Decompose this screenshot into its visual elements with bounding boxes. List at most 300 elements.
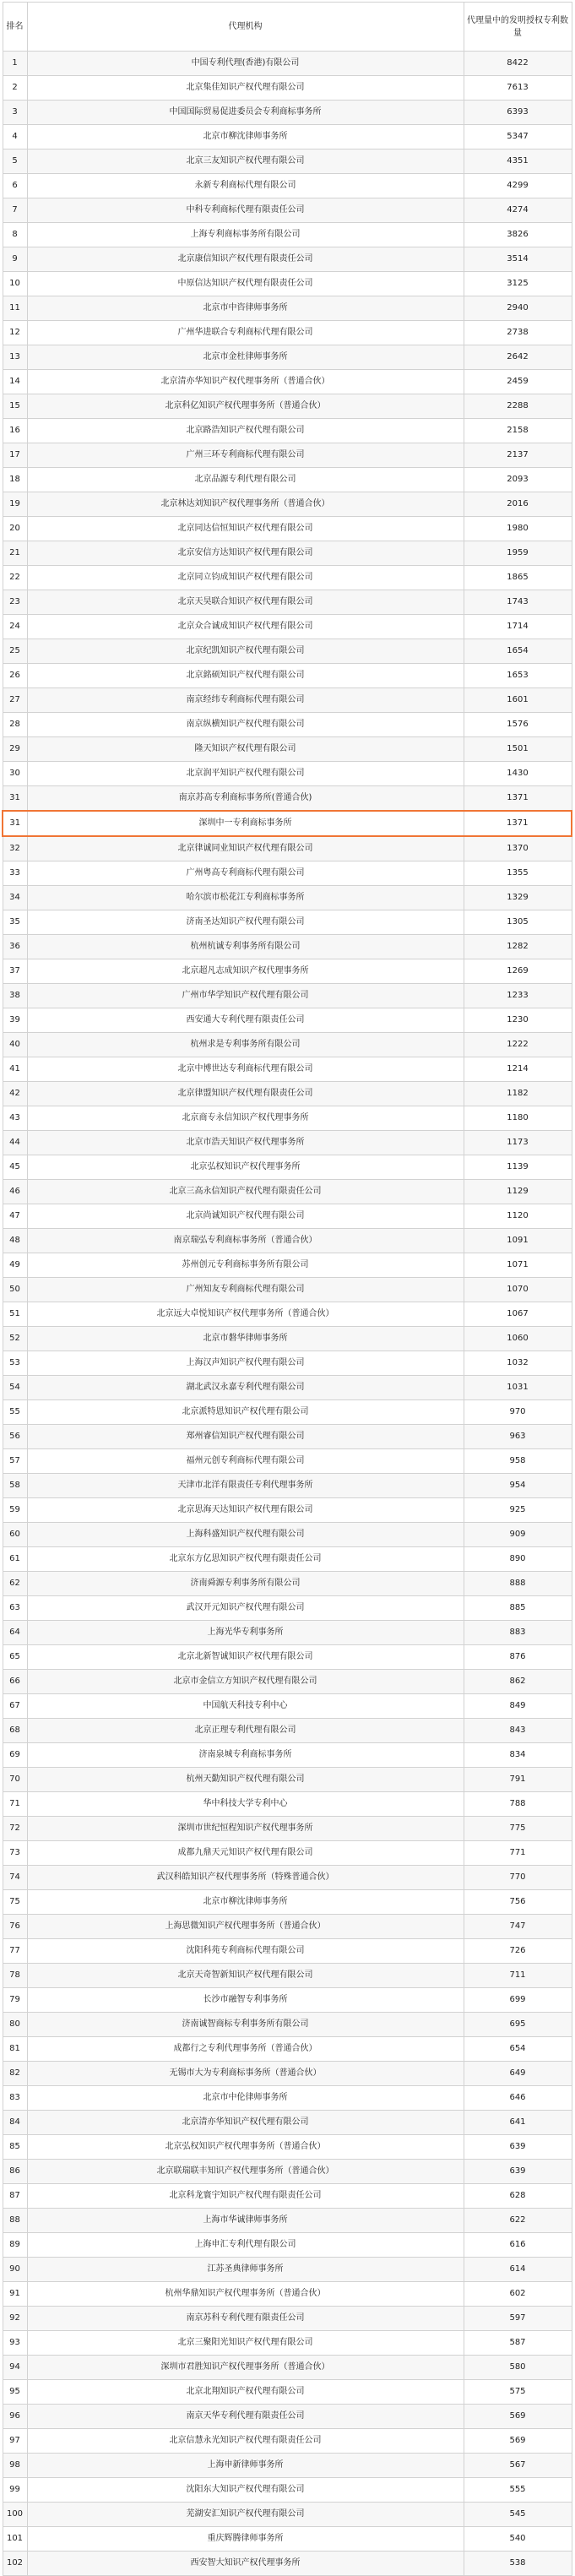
- table-row: [3, 1425, 572, 1449]
- cell-patent-count: 1654: [464, 639, 572, 664]
- cell-patent-count: 1091: [464, 1229, 572, 1253]
- cell-agency-name: 深圳中一专利商标事务所: [27, 811, 464, 836]
- cell-patent-count: 1031: [464, 1376, 572, 1400]
- cell-patent-count: 639: [464, 2135, 572, 2160]
- table-row: [3, 2454, 572, 2478]
- table-row: [3, 149, 572, 174]
- cell-rank: 26: [3, 664, 27, 688]
- table-row: [3, 492, 572, 517]
- table-row: [3, 1743, 572, 1768]
- cell-agency-name: 南京苏科专利代理有限责任公司: [27, 2307, 464, 2331]
- cell-agency-name: 永新专利商标代理有限公司: [27, 174, 464, 198]
- cell-rank: 35: [3, 910, 27, 935]
- cell-rank: 96: [3, 2405, 27, 2429]
- cell-agency-name: 北京三友知识产权代理有限公司: [27, 149, 464, 174]
- cell-patent-count: 771: [464, 1841, 572, 1866]
- cell-rank: 100: [3, 2503, 27, 2527]
- table-row: [3, 517, 572, 541]
- cell-agency-name: 北京同立钧成知识产权代理有限公司: [27, 566, 464, 590]
- table-row: [3, 2037, 572, 2062]
- cell-agency-name: 北京銘硕知识产权代理有限公司: [27, 664, 464, 688]
- cell-rank: 84: [3, 2111, 27, 2135]
- cell-patent-count: 1371: [464, 811, 572, 836]
- cell-agency-name: 江苏圣典律师事务所: [27, 2258, 464, 2282]
- cell-agency-name: 天津市北洋有限责任专利代理事务所: [27, 1474, 464, 1498]
- table-row: [3, 1400, 572, 1425]
- cell-patent-count: 628: [464, 2184, 572, 2209]
- cell-patent-count: 1180: [464, 1106, 572, 1131]
- table-row: [3, 737, 572, 762]
- table-row: [3, 2160, 572, 2184]
- patent-agency-ranking-table: [2, 2, 572, 2576]
- table-row: [3, 2135, 572, 2160]
- table-row: [3, 1278, 572, 1302]
- table-row: [3, 762, 572, 786]
- cell-agency-name: 上海申新律师事务所: [27, 2454, 464, 2478]
- cell-rank: 82: [3, 2062, 27, 2086]
- cell-patent-count: 788: [464, 1792, 572, 1817]
- cell-rank: 69: [3, 1743, 27, 1768]
- cell-rank: 19: [3, 492, 27, 517]
- cell-patent-count: 538: [464, 2552, 572, 2576]
- table-row: [3, 1915, 572, 1939]
- table-row: [3, 2331, 572, 2356]
- table-row: [3, 910, 572, 935]
- cell-rank: 53: [3, 1351, 27, 1376]
- table-row: [3, 1033, 572, 1057]
- cell-patent-count: 639: [464, 2160, 572, 2184]
- cell-patent-count: 2940: [464, 296, 572, 321]
- cell-rank: 14: [3, 370, 27, 394]
- cell-rank: 77: [3, 1939, 27, 1964]
- cell-patent-count: 1305: [464, 910, 572, 935]
- table-row: [3, 886, 572, 910]
- cell-rank: 56: [3, 1425, 27, 1449]
- cell-patent-count: 569: [464, 2405, 572, 2429]
- cell-patent-count: 1714: [464, 615, 572, 639]
- cell-agency-name: 南京经纬专利商标代理有限公司: [27, 688, 464, 713]
- cell-agency-name: 济南泉城专利商标事务所: [27, 1743, 464, 1768]
- cell-patent-count: 2137: [464, 443, 572, 468]
- cell-rank: 90: [3, 2258, 27, 2282]
- table-row: [3, 2405, 572, 2429]
- table-row: [3, 1302, 572, 1327]
- cell-rank: 18: [3, 468, 27, 492]
- cell-rank: 76: [3, 1915, 27, 1939]
- table-row: [3, 2478, 572, 2503]
- cell-rank: 61: [3, 1547, 27, 1572]
- table-row: [3, 566, 572, 590]
- cell-rank: 75: [3, 1890, 27, 1915]
- cell-patent-count: 1173: [464, 1131, 572, 1155]
- cell-patent-count: 1282: [464, 935, 572, 959]
- table-row: [3, 935, 572, 959]
- table-row: [3, 1327, 572, 1351]
- cell-patent-count: 1371: [464, 786, 572, 812]
- cell-patent-count: 3514: [464, 247, 572, 272]
- cell-rank: 27: [3, 688, 27, 713]
- table-row: [3, 1204, 572, 1229]
- table-row: [3, 1131, 572, 1155]
- table-row: [3, 1253, 572, 1278]
- cell-patent-count: 3826: [464, 223, 572, 247]
- cell-rank: 67: [3, 1694, 27, 1719]
- table-row: [3, 2307, 572, 2331]
- cell-rank: 36: [3, 935, 27, 959]
- cell-rank: 22: [3, 566, 27, 590]
- table-row: [3, 2184, 572, 2209]
- cell-agency-name: 广州三环专利商标代理有限公司: [27, 443, 464, 468]
- table-row: [3, 2062, 572, 2086]
- cell-agency-name: 北京众合诚成知识产权代理有限公司: [27, 615, 464, 639]
- cell-patent-count: 1601: [464, 688, 572, 713]
- cell-patent-count: 597: [464, 2307, 572, 2331]
- table-row: [3, 1155, 572, 1180]
- cell-patent-count: 2459: [464, 370, 572, 394]
- cell-rank: 45: [3, 1155, 27, 1180]
- cell-agency-name: 北京联瑞联丰知识产权代理事务所（普通合伙）: [27, 2160, 464, 2184]
- cell-agency-name: 北京律诚同业知识产权代理有限公司: [27, 836, 464, 861]
- cell-agency-name: 西安智大知识产权代理事务所: [27, 2552, 464, 2576]
- cell-agency-name: 武汉科皓知识产权代理事务所（特殊普通合伙）: [27, 1866, 464, 1890]
- table-row: [3, 1474, 572, 1498]
- cell-patent-count: 1430: [464, 762, 572, 786]
- cell-agency-name: 北京商专永信知识产权代理事务所: [27, 1106, 464, 1131]
- cell-agency-name: 沈阳科苑专利商标代理有限公司: [27, 1939, 464, 1964]
- table-row: [3, 1376, 572, 1400]
- cell-agency-name: 南京瑞弘专利商标事务所（普通合伙）: [27, 1229, 464, 1253]
- cell-patent-count: 1233: [464, 984, 572, 1008]
- cell-patent-count: 876: [464, 1645, 572, 1670]
- cell-patent-count: 834: [464, 1743, 572, 1768]
- cell-rank: 74: [3, 1866, 27, 1890]
- cell-patent-count: 775: [464, 1817, 572, 1841]
- cell-rank: 62: [3, 1572, 27, 1596]
- cell-rank: 11: [3, 296, 27, 321]
- table-row: [3, 247, 572, 272]
- cell-rank: 98: [3, 2454, 27, 2478]
- table-row: [3, 1964, 572, 1988]
- cell-patent-count: 958: [464, 1449, 572, 1474]
- table-row: [3, 1008, 572, 1033]
- cell-patent-count: 649: [464, 2062, 572, 2086]
- table-row: [3, 76, 572, 101]
- cell-patent-count: 756: [464, 1890, 572, 1915]
- table-row: [3, 1057, 572, 1082]
- table-row: [3, 1229, 572, 1253]
- cell-agency-name: 深圳市君胜知识产权代理事务所（普通合伙）: [27, 2356, 464, 2380]
- table-row: [3, 959, 572, 984]
- cell-rank: 66: [3, 1670, 27, 1694]
- cell-agency-name: 北京天昊联合知识产权代理有限公司: [27, 590, 464, 615]
- cell-patent-count: 909: [464, 1523, 572, 1547]
- cell-rank: 52: [3, 1327, 27, 1351]
- cell-agency-name: 北京信慧永光知识产权代理有限责任公司: [27, 2429, 464, 2454]
- table-row: [3, 1817, 572, 1841]
- cell-patent-count: 4299: [464, 174, 572, 198]
- cell-agency-name: 济南诚智商标专利事务所有限公司: [27, 2013, 464, 2037]
- cell-agency-name: 北京市中咨律师事务所: [27, 296, 464, 321]
- cell-agency-name: 北京市金杜律师事务所: [27, 345, 464, 370]
- header-rank: 排名: [3, 3, 27, 52]
- cell-agency-name: 上海专利商标事务所有限公司: [27, 223, 464, 247]
- table-row: [3, 1719, 572, 1743]
- table-row: [3, 2380, 572, 2405]
- cell-agency-name: 上海市华诚律师事务所: [27, 2209, 464, 2233]
- table-row: [3, 1988, 572, 2013]
- cell-rank: 72: [3, 1817, 27, 1841]
- cell-rank: 5: [3, 149, 27, 174]
- cell-agency-name: 北京正理专利代理有限公司: [27, 1719, 464, 1743]
- cell-agency-name: 广州市华学知识产权代理有限公司: [27, 984, 464, 1008]
- cell-patent-count: 885: [464, 1596, 572, 1621]
- table-row: [3, 2111, 572, 2135]
- cell-patent-count: 711: [464, 1964, 572, 1988]
- cell-patent-count: 1959: [464, 541, 572, 566]
- cell-rank: 23: [3, 590, 27, 615]
- table-row: [3, 125, 572, 149]
- cell-rank: 3: [3, 101, 27, 125]
- cell-agency-name: 西安通大专利代理有限责任公司: [27, 1008, 464, 1033]
- header-invention-patents: 代理量中的发明授权专利数量: [464, 3, 572, 52]
- table-row: [3, 296, 572, 321]
- cell-patent-count: 5347: [464, 125, 572, 149]
- cell-patent-count: 1032: [464, 1351, 572, 1376]
- cell-rank: 4: [3, 125, 27, 149]
- cell-patent-count: 2288: [464, 394, 572, 419]
- cell-patent-count: 567: [464, 2454, 572, 2478]
- cell-patent-count: 614: [464, 2258, 572, 2282]
- cell-patent-count: 1980: [464, 517, 572, 541]
- table-row: [3, 1572, 572, 1596]
- cell-rank: 83: [3, 2086, 27, 2111]
- cell-rank: 15: [3, 394, 27, 419]
- cell-agency-name: 北京清亦华知识产权代理事务所（普通合伙）: [27, 370, 464, 394]
- table-row: [3, 2233, 572, 2258]
- cell-agency-name: 福州元创专利商标代理有限公司: [27, 1449, 464, 1474]
- cell-rank: 101: [3, 2527, 27, 2552]
- cell-agency-name: 重庆辉腾律师事务所: [27, 2527, 464, 2552]
- cell-agency-name: 北京北翔知识产权代理有限公司: [27, 2380, 464, 2405]
- cell-agency-name: 北京市浩天知识产权代理事务所: [27, 1131, 464, 1155]
- table-row: [3, 1694, 572, 1719]
- cell-agency-name: 北京康信知识产权代理有限责任公司: [27, 247, 464, 272]
- cell-rank: 25: [3, 639, 27, 664]
- cell-agency-name: 隆天知识产权代理有限公司: [27, 737, 464, 762]
- cell-rank: 99: [3, 2478, 27, 2503]
- cell-patent-count: 654: [464, 2037, 572, 2062]
- table-row: [3, 321, 572, 345]
- table-row: [3, 223, 572, 247]
- table-row: [3, 2503, 572, 2527]
- table-row: [3, 861, 572, 886]
- cell-agency-name: 北京弘权知识产权代理事务所（普通合伙）: [27, 2135, 464, 2160]
- cell-patent-count: 587: [464, 2331, 572, 2356]
- cell-agency-name: 北京市柳沈律师事务所: [27, 1890, 464, 1915]
- cell-rank: 80: [3, 2013, 27, 2037]
- cell-patent-count: 888: [464, 1572, 572, 1596]
- cell-patent-count: 1370: [464, 836, 572, 861]
- cell-rank: 94: [3, 2356, 27, 2380]
- cell-agency-name: 华中科技大学专利中心: [27, 1792, 464, 1817]
- cell-patent-count: 555: [464, 2478, 572, 2503]
- cell-rank: 38: [3, 984, 27, 1008]
- cell-agency-name: 北京尚诚知识产权代理有限公司: [27, 1204, 464, 1229]
- cell-patent-count: 1743: [464, 590, 572, 615]
- table-row: [3, 2013, 572, 2037]
- cell-rank: 42: [3, 1082, 27, 1106]
- cell-patent-count: 791: [464, 1768, 572, 1792]
- cell-patent-count: 1501: [464, 737, 572, 762]
- cell-agency-name: 杭州华鼎知识产权代理事务所（普通合伙）: [27, 2282, 464, 2307]
- cell-rank: 88: [3, 2209, 27, 2233]
- cell-patent-count: 747: [464, 1915, 572, 1939]
- table-row: [3, 590, 572, 615]
- cell-rank: 17: [3, 443, 27, 468]
- cell-agency-name: 郑州睿信知识产权代理有限公司: [27, 1425, 464, 1449]
- cell-rank: 7: [3, 198, 27, 223]
- table-row: [3, 836, 572, 861]
- table-row: [3, 639, 572, 664]
- cell-rank: 43: [3, 1106, 27, 1131]
- cell-rank: 1: [3, 52, 27, 76]
- table-row: [3, 394, 572, 419]
- table-row: [3, 1523, 572, 1547]
- cell-rank: 2: [3, 76, 27, 101]
- table-row: [3, 272, 572, 296]
- cell-agency-name: 北京清亦华知识产权代理有限公司: [27, 2111, 464, 2135]
- cell-agency-name: 济南舜源专利事务所有限公司: [27, 1572, 464, 1596]
- table-row: [3, 419, 572, 443]
- cell-patent-count: 963: [464, 1425, 572, 1449]
- cell-agency-name: 北京市磐华律师事务所: [27, 1327, 464, 1351]
- cell-rank: 64: [3, 1621, 27, 1645]
- cell-agency-name: 北京北新智诚知识产权代理有限公司: [27, 1645, 464, 1670]
- table-row: [3, 1939, 572, 1964]
- cell-rank: 32: [3, 836, 27, 861]
- cell-agency-name: 北京集佳知识产权代理有限公司: [27, 76, 464, 101]
- cell-patent-count: 1067: [464, 1302, 572, 1327]
- cell-patent-count: 849: [464, 1694, 572, 1719]
- cell-patent-count: 1182: [464, 1082, 572, 1106]
- table-row: [3, 2086, 572, 2111]
- table-row: [3, 2282, 572, 2307]
- cell-rank: 20: [3, 517, 27, 541]
- cell-agency-name: 武汉开元知识产权代理有限公司: [27, 1596, 464, 1621]
- cell-agency-name: 北京律盟知识产权代理有限责任公司: [27, 1082, 464, 1106]
- cell-agency-name: 上海科盛知识产权代理有限公司: [27, 1523, 464, 1547]
- table-row: [3, 1351, 572, 1376]
- cell-rank: 93: [3, 2331, 27, 2356]
- cell-agency-name: 成都行之专利代理事务所（普通合伙）: [27, 2037, 464, 2062]
- cell-rank: 89: [3, 2233, 27, 2258]
- cell-agency-name: 上海光华专利事务所: [27, 1621, 464, 1645]
- cell-agency-name: 上海申汇专利代理有限公司: [27, 2233, 464, 2258]
- cell-rank: 47: [3, 1204, 27, 1229]
- cell-patent-count: 1269: [464, 959, 572, 984]
- cell-patent-count: 602: [464, 2282, 572, 2307]
- table-row: [3, 615, 572, 639]
- cell-patent-count: 2016: [464, 492, 572, 517]
- cell-rank: 10: [3, 272, 27, 296]
- cell-agency-name: 成都九鼎天元知识产权代理有限公司: [27, 1841, 464, 1866]
- cell-patent-count: 1222: [464, 1033, 572, 1057]
- cell-agency-name: 中国专利代理(香港)有限公司: [27, 52, 464, 76]
- table-row: [3, 1449, 572, 1474]
- table-row: [3, 468, 572, 492]
- cell-rank: 44: [3, 1131, 27, 1155]
- cell-agency-name: 沈阳东大知识产权代理有限公司: [27, 2478, 464, 2503]
- table-row: [3, 1180, 572, 1204]
- cell-rank: 58: [3, 1474, 27, 1498]
- cell-rank: 71: [3, 1792, 27, 1817]
- cell-rank: 28: [3, 713, 27, 737]
- cell-patent-count: 1329: [464, 886, 572, 910]
- cell-patent-count: 862: [464, 1670, 572, 1694]
- cell-patent-count: 1230: [464, 1008, 572, 1033]
- cell-patent-count: 1070: [464, 1278, 572, 1302]
- table-row: [3, 101, 572, 125]
- cell-patent-count: 646: [464, 2086, 572, 2111]
- cell-patent-count: 575: [464, 2380, 572, 2405]
- cell-rank: 31: [3, 786, 27, 812]
- cell-agency-name: 杭州天勤知识产权代理有限公司: [27, 1768, 464, 1792]
- cell-agency-name: 北京路浩知识产权代理有限公司: [27, 419, 464, 443]
- cell-agency-name: 苏州创元专利商标事务所有限公司: [27, 1253, 464, 1278]
- cell-rank: 55: [3, 1400, 27, 1425]
- cell-patent-count: 2738: [464, 321, 572, 345]
- cell-rank: 46: [3, 1180, 27, 1204]
- cell-agency-name: 杭州杭诚专利事务所有限公司: [27, 935, 464, 959]
- cell-rank: 78: [3, 1964, 27, 1988]
- cell-agency-name: 北京润平知识产权代理有限公司: [27, 762, 464, 786]
- cell-patent-count: 4351: [464, 149, 572, 174]
- table-row: [3, 443, 572, 468]
- cell-agency-name: 中国航天科技专利中心: [27, 1694, 464, 1719]
- cell-rank: 13: [3, 345, 27, 370]
- cell-patent-count: 1355: [464, 861, 572, 886]
- cell-rank: 57: [3, 1449, 27, 1474]
- cell-rank: 91: [3, 2282, 27, 2307]
- table-row: [3, 1841, 572, 1866]
- cell-agency-name: 北京弘权知识产权代理事务所: [27, 1155, 464, 1180]
- cell-agency-name: 北京科龙寰宇知识产权代理有限责任公司: [27, 2184, 464, 2209]
- cell-rank: 48: [3, 1229, 27, 1253]
- table-row: [3, 2527, 572, 2552]
- cell-rank: 34: [3, 886, 27, 910]
- cell-rank: 37: [3, 959, 27, 984]
- cell-patent-count: 1060: [464, 1327, 572, 1351]
- cell-patent-count: 1653: [464, 664, 572, 688]
- cell-agency-name: 无锡市大为专利商标事务所（普通合伙）: [27, 2062, 464, 2086]
- cell-rank: 85: [3, 2135, 27, 2160]
- cell-rank: 21: [3, 541, 27, 566]
- cell-patent-count: 616: [464, 2233, 572, 2258]
- cell-agency-name: 上海汉声知识产权代理有限公司: [27, 1351, 464, 1376]
- cell-rank: 8: [3, 223, 27, 247]
- cell-rank: 41: [3, 1057, 27, 1082]
- cell-agency-name: 北京科亿知识产权代理事务所（普通合伙）: [27, 394, 464, 419]
- cell-patent-count: 890: [464, 1547, 572, 1572]
- cell-patent-count: 925: [464, 1498, 572, 1523]
- cell-rank: 59: [3, 1498, 27, 1523]
- cell-rank: 86: [3, 2160, 27, 2184]
- table-row: [3, 2429, 572, 2454]
- table-row: [3, 1890, 572, 1915]
- cell-agency-name: 哈尔滨市松花江专利商标事务所: [27, 886, 464, 910]
- cell-rank: 40: [3, 1033, 27, 1057]
- table-row: [3, 1866, 572, 1890]
